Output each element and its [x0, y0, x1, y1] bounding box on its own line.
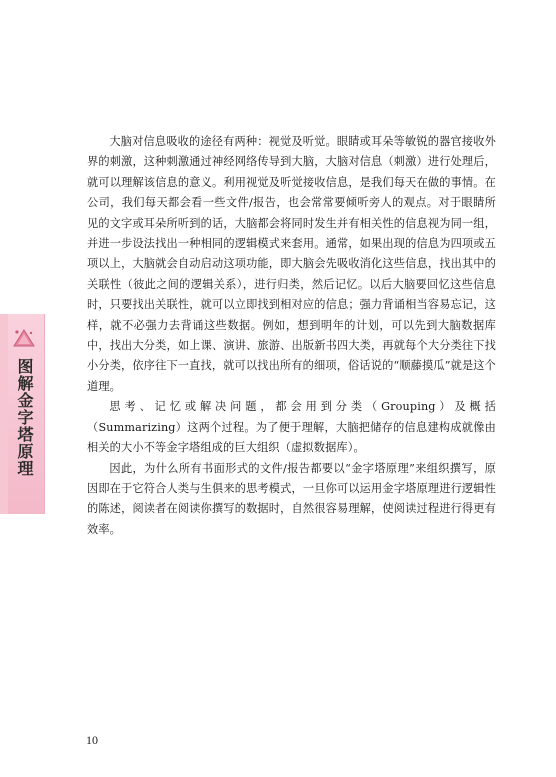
chapter-title-vertical: 图解金字塔原理 — [15, 358, 34, 477]
page-number: 10 — [86, 733, 98, 747]
chapter-side-tab — [0, 314, 45, 514]
pyramid-star-icon — [13, 328, 35, 348]
paragraph-2: 思考、记忆或解决问题，都会用到分类（Grouping）及概括（Summarizing）这两个过程。为了便于理解，大脑把储存的信息建构成就像由相关的大小不等金字塔组成的巨大组织（虚拟数据库）。 — [87, 400, 496, 455]
paragraph-1: 大脑对信息吸收的途径有两种：视觉及听觉。眼睛或耳朵等敏锐的器官接收外界的刺激，这种刺激通过神经网络传导到大脑，大脑对信息（刺激）进行处理后，就可以理解该信息的意义。利用视觉及听觉接收信息，是我们每天在做的事情。在公司，我们每天都会看一些文件/报告，也会常常要倾听旁人的观点。对于眼睛所见的文字或耳朵所听到的话，大脑都会将同时发生并有相关性的信息视为同一组，并进一步设法找出一种相同的逻辑模式来套用。通常，如果出现的信息为四项或五项以上，大脑就会自动启动这项功能，即大脑会先吸收消化这些信息，找出其中的关联性（彼此之间的逻辑关系），进行归类，然后记忆。以后大脑要回忆这些信息时，只要找出关联性，就可以立即找到相对应的信息；强力背诵相当容易忘记，这样，就不必强力去背诵这些数据。例如，想到明年的计划，可以先到大脑数据库中，找出大分类，如上课、演讲、旅游、出版新书四大类，再就每个大分类往下找小分类，依序往下一直找，就可以找出所有的细项，俗话说的“顺藤摸瓜”就是这个道理。 — [87, 135, 496, 393]
body-text — [87, 132, 496, 540]
paragraph-3: 因此，为什么所有书面形式的文件/报告都要以“金字塔原理”来组织撰写，原因即在于它符合人类与生俱来的思考模式，一旦你可以运用金字塔原理进行逻辑性的陈述，阅读者在阅读你撰写的数据时，自然很容易理解，使阅读过程进行得更有效率。 — [87, 461, 496, 536]
